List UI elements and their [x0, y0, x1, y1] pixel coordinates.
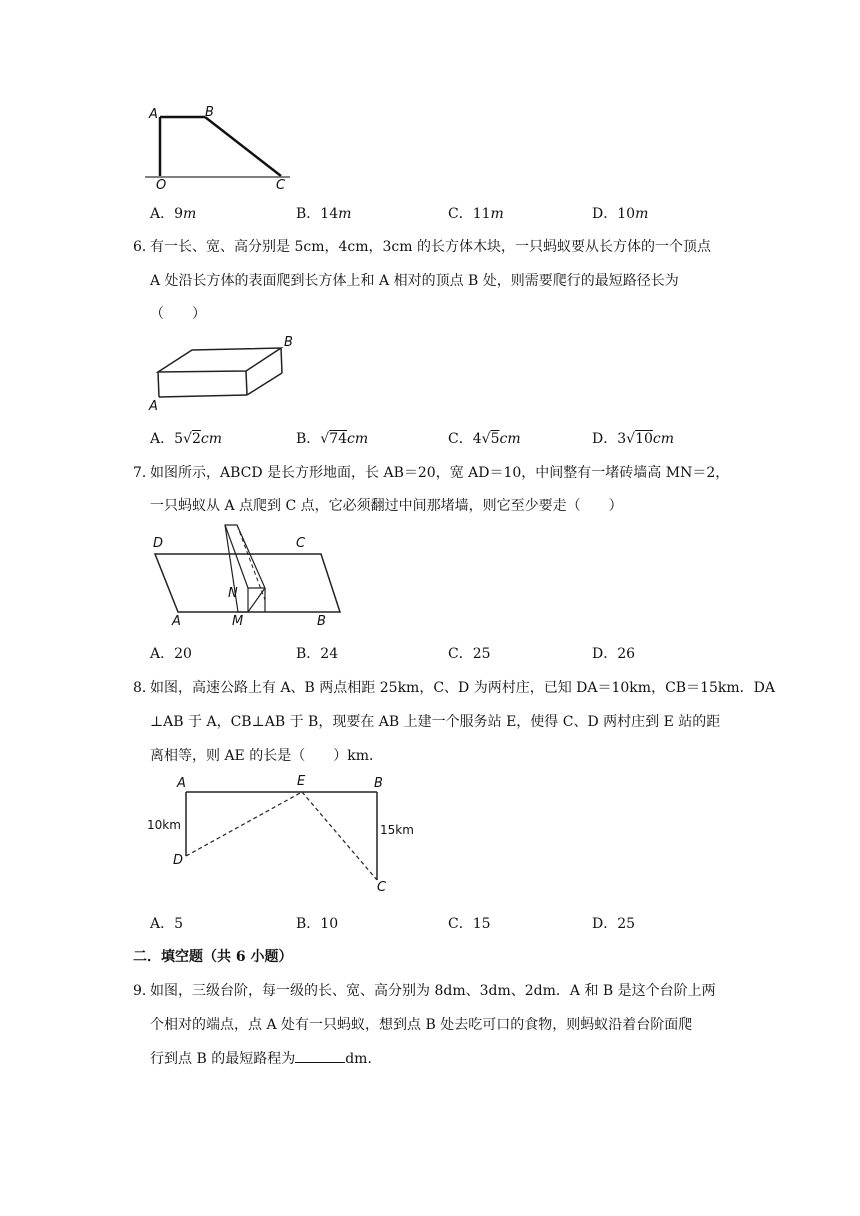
- q9-text-line3: 行到点 B 的最短路程为 dm．: [150, 1051, 382, 1067]
- q6-number: 6．: [133, 239, 156, 255]
- q8-label-b: B: [374, 776, 383, 791]
- q6-option-d[interactable]: D．3√10cm: [592, 431, 675, 447]
- q8-option-d[interactable]: D．25: [592, 916, 636, 932]
- q8-option-b[interactable]: B．10: [296, 916, 339, 932]
- q7-text-line1: 如图所示，ABCD 是长方形地面，长 AB＝20，宽 AD＝10，中间整有一堵砖墙高 MN＝2，: [150, 465, 730, 481]
- q5-label-b: B: [205, 105, 214, 120]
- q6-option-b[interactable]: B．√74cm: [296, 431, 369, 447]
- q7-label-n: N: [228, 586, 238, 601]
- q5-label-o: O: [156, 178, 167, 193]
- q6-text-line3: （ ）: [150, 306, 206, 322]
- q8-option-a[interactable]: A．5: [150, 916, 184, 932]
- q5-option-a[interactable]: A．9m: [150, 206, 197, 222]
- q6-box-figure: [150, 335, 300, 410]
- q7-text-line2: 一只蚂蚁从 A 点爬到 C 点，它必须翻过中间那堵墙，则它至少要走（ ）: [150, 498, 623, 514]
- q8-label-right-length: 15km: [380, 823, 414, 837]
- q7-label-c: C: [296, 536, 306, 551]
- q7-option-b[interactable]: B．24: [296, 646, 339, 662]
- q7-wall-figure: [150, 520, 340, 620]
- q8-label-left-length: 10km: [147, 818, 181, 832]
- q8-highway-figure: [180, 788, 390, 888]
- q8-text-line3: 离相等，则 AE 的长是（ ）km．: [150, 748, 383, 764]
- q7-option-c[interactable]: C．25: [448, 646, 491, 662]
- q7-label-d: D: [153, 536, 164, 551]
- q5-option-b[interactable]: B．14m: [296, 206, 352, 222]
- q9-answer-blank[interactable]: [295, 1050, 345, 1063]
- q6-text-line1: 有一长、宽、高分别是 5cm，4cm，3cm 的长方体木块，一只蚂蚁要从长方体的一个顶点: [150, 239, 711, 255]
- q8-option-c[interactable]: C．15: [448, 916, 491, 932]
- q7-option-d[interactable]: D．26: [592, 646, 636, 662]
- q6-option-c[interactable]: C．4√5cm: [448, 431, 521, 447]
- q5-label-a: A: [149, 107, 158, 122]
- q6-label-a: A: [149, 399, 158, 414]
- q8-label-d: D: [173, 853, 184, 868]
- q7-label-a: A: [172, 614, 181, 629]
- q8-text-line2: ⊥AB 于 A，CB⊥AB 于 B，现要在 AB 上建一个服务站 E，使得 C、D 两村庄到 E 站的距: [150, 714, 721, 730]
- q7-option-a[interactable]: A．20: [150, 646, 192, 662]
- q8-label-c: C: [377, 880, 387, 895]
- q7-label-m: M: [232, 614, 244, 629]
- q9-text-line1: 如图，三级台阶，每一级的长、宽、高分别为 8dm、3dm、2dm．A 和 B 是这个台阶上两: [150, 983, 716, 999]
- q5-label-c: C: [276, 178, 286, 193]
- q9-text-line2: 个相对的端点，点 A 处有一只蚂蚁，想到点 B 处去吃可口的食物，则蚂蚁沿着台阶面爬: [150, 1017, 693, 1033]
- q5-option-d[interactable]: D．10m: [592, 206, 649, 222]
- q8-text-line1: 如图，高速公路上有 A、B 两点相距 25km，C、D 为两村庄，已知 DA＝10km，CB＝15km．DA: [150, 680, 775, 696]
- q5-option-c[interactable]: C．11m: [448, 206, 504, 222]
- q6-text-line2: A 处沿长方体的表面爬到长方体上和 A 相对的顶点 B 处，则需要爬行的最短路径长为: [150, 273, 679, 289]
- q6-option-a[interactable]: A．5√2cm: [150, 431, 223, 447]
- q8-label-a: A: [177, 776, 186, 791]
- q8-number: 8．: [133, 680, 156, 696]
- q7-label-b: B: [317, 614, 326, 629]
- q8-label-e: E: [297, 774, 306, 789]
- q9-number: 9．: [133, 983, 156, 999]
- section-fill-in-title: 二．填空题（共 6 小题）: [133, 949, 293, 965]
- q7-number: 7．: [133, 465, 156, 481]
- q6-label-b: B: [284, 335, 293, 350]
